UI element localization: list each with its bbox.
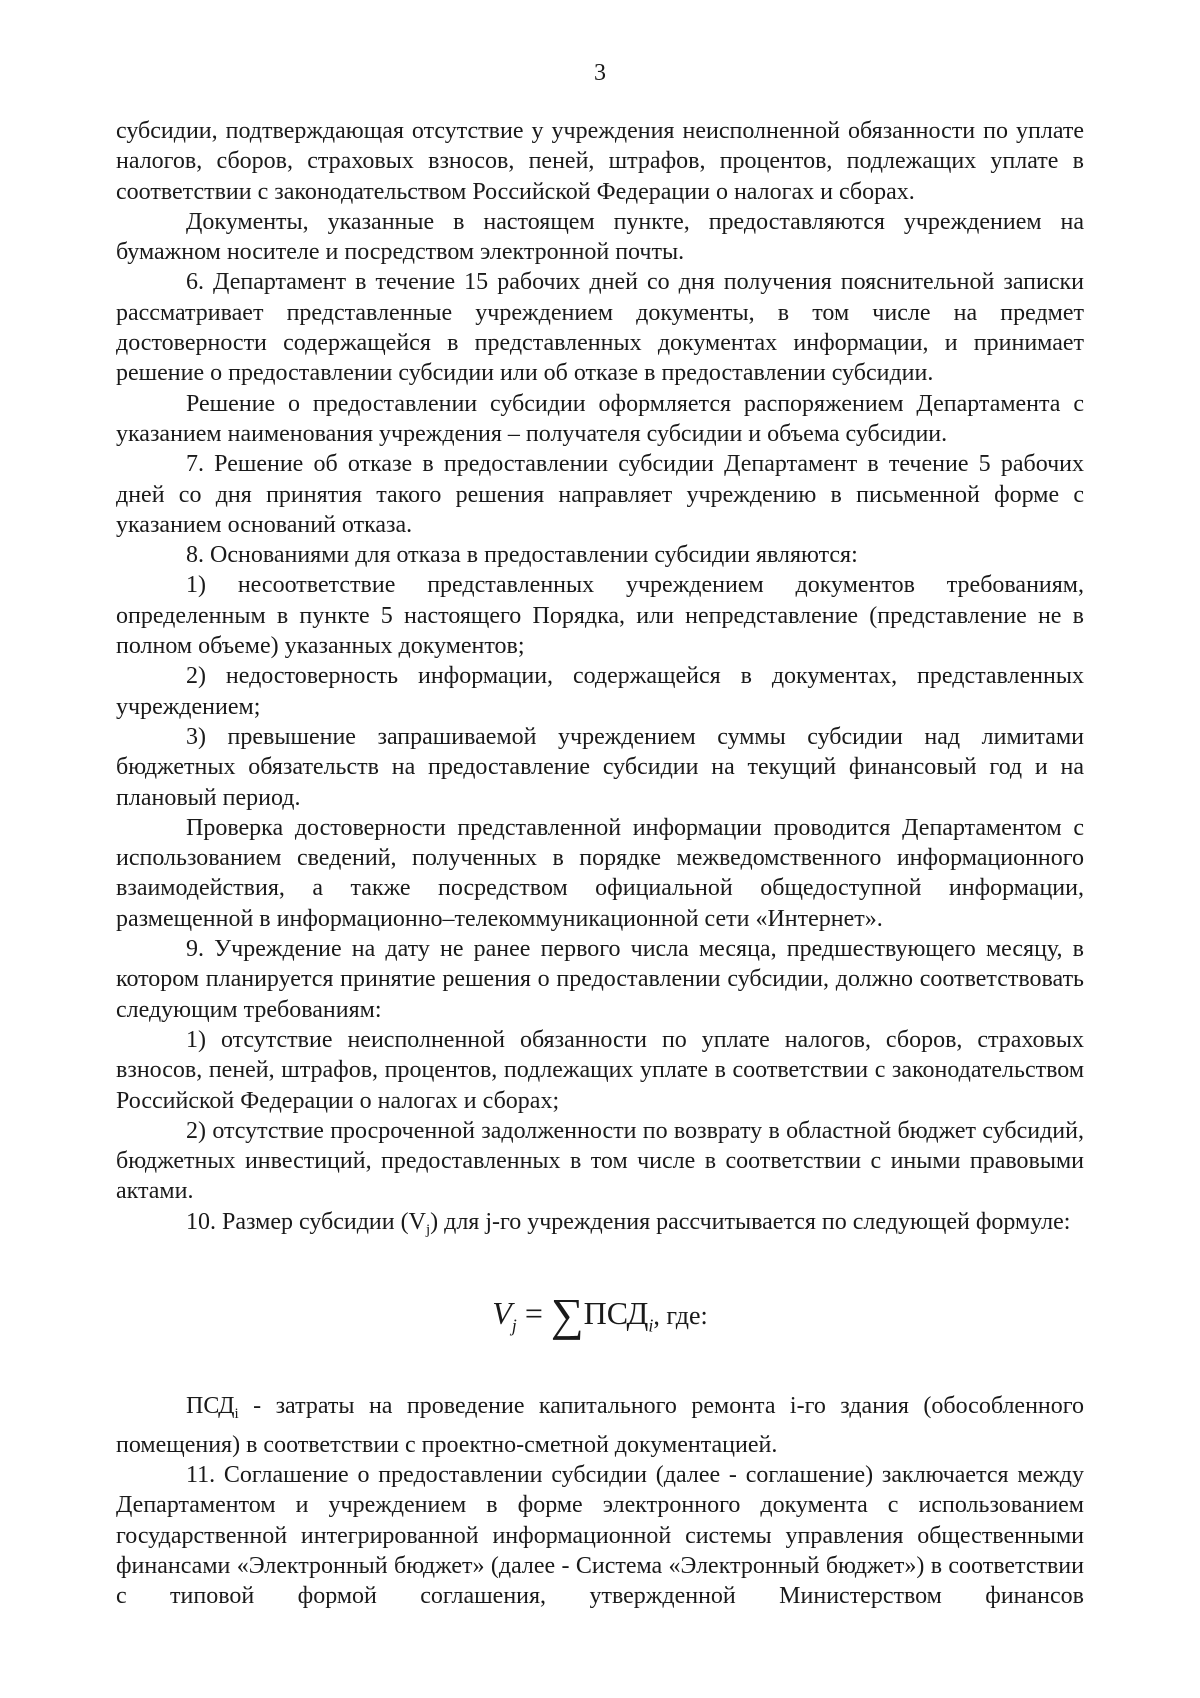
paragraph-clause-8: 8. Основаниями для отказа в предоставлении субсидии являются: [186, 542, 858, 569]
paragraph-clause-8-item-2: 2) недостоверность информации, содержащейся в документах, представленных учреждением; [116, 663, 1084, 720]
formula-equals: = [516, 1294, 551, 1331]
paragraph-decision-order: Решение о предоставлении субсидии оформляется распоряжением Департамента с указанием наименования учреждения – получателя субсидии и объема субсидии. [116, 390, 1084, 447]
psd-term: ПСД [186, 1393, 235, 1420]
formula-term-subscript: i [648, 1315, 654, 1336]
psd-text: - затраты на проведение капитального ремонта i-го здания (обособленного помещения) в соответствии с проектно-сметной документацией. [116, 1393, 1084, 1458]
subsidy-formula [116, 1288, 1084, 1345]
paragraph-clause-11: 11. Соглашение о предоставлении субсидии (далее - соглашение) заключается между Департаментом и учреждением в форме электронного документа с использованием государственной интегрированной информационной системы управления общественными финансами «Электронный бюджет» (далее - Система «Электронный бюджет») в соответствии с типовой формой соглашения, утвержденной Министерством финансов [116, 1461, 1084, 1610]
paragraph-clause-7: 7. Решение об отказе в предоставлении субсидии Департамент в течение 5 рабочих дней со дня принятия такого решения направляет учреждению в письменной форме с указанием оснований отказа. [116, 451, 1084, 538]
paragraph-verification: Проверка достоверности представленной информации проводится Департаментом с использованием сведений, полученных в порядке межведомственного информационного взаимодействия, а также посредством официальной общедоступной информации, размещенной в информационно–телекоммуникационной сети «Интернет». [116, 814, 1084, 932]
formula-lhs-subscript: j [511, 1315, 517, 1336]
paragraph-clause-8-item-3: 3) превышение запрашиваемой учреждением суммы субсидии над лимитами бюджетных обязательств на предоставление субсидии на текущий финансовый год и на плановый период. [116, 723, 1084, 811]
document-body [116, 116, 1084, 1611]
paragraph-clause-8-item-1: 1) несоответствие представленных учреждением документов требованиям, определенным в пункте 5 настоящего Порядка, или непредставление (представление не в полном объеме) указанных документов; [116, 572, 1084, 660]
clause-10-text-after: ) для j-го учреждения рассчитывается по следующей формуле: [430, 1208, 1071, 1235]
clause-10-subscript: j [425, 1221, 431, 1238]
formula-term: ПСД [583, 1294, 649, 1331]
paragraph-psd-definition [116, 1391, 1084, 1460]
paragraph-clause-9-item-2: 2) отсутствие просроченной задолженности по возврату в областной бюджет субсидий, бюджетных инвестиций, предоставленных в том числе в соответствии с иными правовыми актами. [116, 1117, 1084, 1205]
psd-subscript: i [234, 1406, 239, 1423]
page-number: 3 [594, 60, 606, 86]
formula-tail: , где: [653, 1300, 708, 1330]
clause-10-text-before: 10. Размер субсидии (V [186, 1208, 426, 1235]
paragraph-clause-10 [116, 1207, 1084, 1245]
paragraph-clause-6: 6. Департамент в течение 15 рабочих дней со дня получения пояснительной записки рассматривает представленные учреждением документы, в том числе на предмет достоверности содержащейся в представленных документах информации, и принимает решение о предоставлении субсидии или об отказе в предоставлении субсидии. [116, 269, 1084, 387]
paragraph-clause-9: 9. Учреждение на дату не ранее первого числа месяца, предшествующего месяцу, в котором планируется принятие решения о предоставлении субсидии, должно соответствовать следующим требованиям: [116, 936, 1084, 1023]
formula-sum-symbol: ∑ [550, 1288, 584, 1340]
formula-lhs: V [492, 1294, 512, 1331]
paragraph-clause-9-item-1: 1) отсутствие неисполненной обязанности по уплате налогов, сборов, страховых взносов, пеней, штрафов, процентов, подлежащих уплате в соответствии с законодательством Российской Федерации о налогах и сборах; [116, 1026, 1084, 1114]
paragraph-documents-delivery: Документы, указанные в настоящем пункте, предоставляются учреждением на бумажном носителе и посредством электронной почты. [116, 208, 1084, 266]
paragraph-continuation: субсидии, подтверждающая отсутствие у учреждения неисполненной обязанности по уплате налогов, сборов, страховых взносов, пеней, штрафов, процентов, подлежащих уплате в соответствии с законодательством Российской Федерации о налогах и сборах. [116, 118, 1084, 205]
